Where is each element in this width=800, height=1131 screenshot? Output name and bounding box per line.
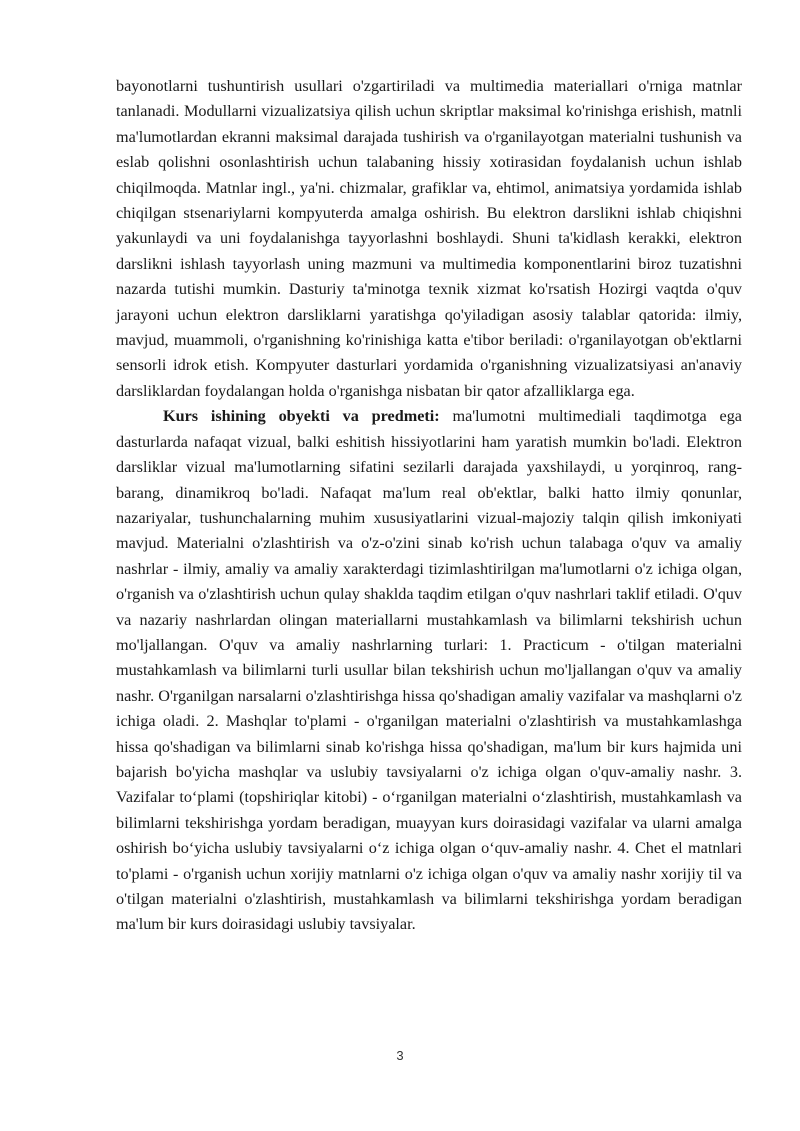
paragraph-continuation (116, 74, 742, 404)
paragraph-text: bayonotlarni tushuntirish usullari o'zgartiriladi va multimedia materiallari o'rniga matnlar tanlanadi. Modullarni vizualizatsiya qilish uchun skriptlar maksimal ko'rinishga erishish, matnli ma'lumotlardan ekranni maksimal darajada tushirish va o'rganilayotgan materialni tushunish va eslab qolishni osonlashtirish uchun talabaning hissiy xotirasidan foydalanish uchun ishlab chiqilmoqda. Matnlar ingl., ya'ni. chizmalar, grafiklar va, ehtimol, animatsiya yordamida ishlab chiqilgan stsenariylarni kompyuterda amalga oshirish. Bu elektron darslikni ishlab chiqishni yakunlaydi va uni foydalanishga tayyorlashni boshlaydi. Shuni ta'kidlash kerakki, elektron darslikni ishlash tayyorlash uning mazmuni va multimedia komponentlarini biroz tuzatishni nazarda tutishi mumkin. Dasturiy ta'minotga texnik xizmat ko'rsatish Hozirgi vaqtda o'quv jarayoni uchun elektron darsliklarni yaratishga qo'yiladigan asosiy talablar qatorida: ilmiy, mavjud, muammoli, o'rganishning ko'rinishiga katta e'tibor beriladi: o'rganilayotgan ob'ektlarni sensorli idrok etish. Kompyuter dasturlari yordamida o'rganishning vizualizatsiyasi an'anaviy darsliklardan foydalangan holda o'rganishga nisbatan bir qator afzalliklarga ega. (116, 77, 742, 400)
page-body (116, 74, 742, 938)
paragraph-heading: Kurs ishining obyekti va predmeti: (163, 407, 440, 426)
page-number: 3 (396, 1048, 404, 1063)
paragraph-text: ma'lumotni multimediali taqdimotga ega dasturlarda nafaqat vizual, balki eshitish hissiyotlarini ham yaratish mumkin bo'ladi. Elektron darsliklar vizual ma'lumotlarning sifatini sezilarli darajada yaxshilaydi, u yorqinroq, rang-barang, dinamikroq bo'ladi. Nafaqat ma'lum real ob'ektlar, balki hatto ilmiy qonunlar, nazariyalar, tushunchalarning muhim xususiyatlarini vizual-majoziy talqin qilish imkoniyati mavjud. Materialni o'zlashtirish va o'z-o'zini sinab ko'rish uchun talabaga o'quv va amaliy nashrlar - ilmiy, amaliy va amaliy xarakterdagi tizimlashtirilgan ma'lumotlarni o'z ichiga olgan, o'rganish va o'zlashtirish uchun qulay shaklda taqdim etilgan o'quv nashrlari taklif etiladi. O'quv va nazariy nashrlardan olingan materiallarni mustahkamlash va bilimlarni tekshirish uchun mo'ljallangan. O'quv va amaliy nashrlarning turlari: 1. Practicum - o'tilgan materialni mustahkamlash va bilimlarni turli usullar bilan tekshirish uchun mo'ljallangan o'quv va amaliy nashr. O'rganilgan narsalarni o'zlashtirishga hissa qo'shadigan amaliy vazifalar va mashqlarni o'z ichiga oladi. 2. Mashqlar to'plami - o'rganilgan materialni o'zlashtirish va mustahkamlashga hissa qo'shadigan va bilimlarni sinab ko'rishga hissa qo'shadigan, ma'lum bir kurs hajmida uni bajarish bo'yicha mashqlar va uslubiy tavsiyalarni o'z ichiga olgan o'quv-amaliy nashr. 3. Vazifalar to‘plami (topshiriqlar kitobi) - o‘rganilgan materialni o‘zlashtirish, mustahkamlash va bilimlarni tekshirishga yordam beradigan, muayyan kurs doirasidagi vazifalar va ularni amalga oshirish bo‘yicha uslubiy tavsiyalarni o‘z ichiga olgan o‘quv-amaliy nashr. 4. Chet el matnlari to'plami - o'rganish uchun xorijiy matnlarni o'z ichiga olgan o'quv va amaliy nashr xorijiy til va o'tilgan materialni o'zlashtirish, mustahkamlash va bilimlarni tekshirishga yordam beradigan ma'lum bir kurs doirasidagi uslubiy tavsiyalar. (116, 407, 742, 934)
paragraph-course-object (116, 404, 742, 938)
